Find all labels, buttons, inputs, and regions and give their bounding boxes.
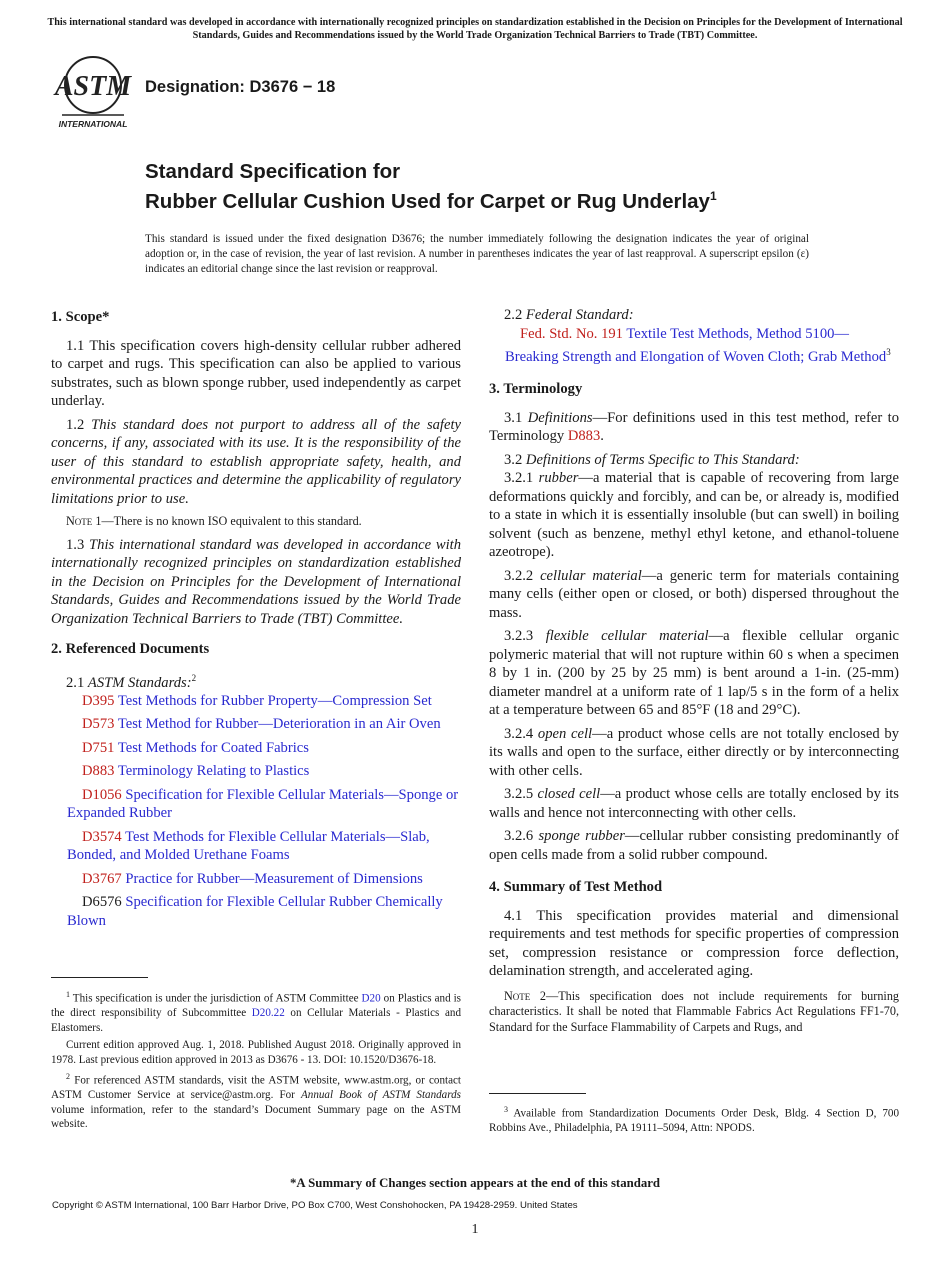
term-definition: 3.2.2 cellular material—a generic term for materials containing many cells (either open or closed, or both) dispersed throughout the mass.	[489, 567, 899, 621]
federal-standard-ref[interactable]: Fed. Std. No. 191 Textile Test Methods, Method 5100—Breaking Strength and Elongation of Woven Cloth; Grab Method$^3$	[505, 325, 891, 365]
reference-item[interactable]: D3767 Practice for Rubber—Measurement of Dimensions	[82, 870, 423, 887]
term-definition: 3.2.3 flexible cellular material—a flexible cellular organic polymeric material that will not rupture within 60 s when a specimen 8 by 1 in. (200 by 25 by 25 mm) is bent around a 1-in. (25-mm) diameter mandrel at a uniform rate of 1 lap/5 s in the form of a helix at a temperature between 65 and 85°F (18 and 29°C).	[489, 628, 900, 719]
para-1-1: 1.1 This specification covers high-density cellular rubber adhered to carpet and rugs. This specification can also be applied to various substrates, such as blown sponge rubber, used independently as carpet underlay.	[51, 337, 461, 409]
footnote-rule	[489, 1093, 586, 1094]
section-3-heading: 3. Terminology	[489, 381, 583, 398]
note-2: Note 2—This specification does not include requirements for burning characteristics. It shall be noted that Flammable Fabrics Act Regulations FF1-70, Standard for the Surface Flammability of Carpets and Rugs, and	[489, 988, 900, 1034]
reference-item[interactable]: D395 Test Methods for Rubber Property—Compression Set	[82, 692, 432, 709]
term-definition: 3.2.5 closed cell—a product whose cells are totally enclosed by its walls and hence not interconnecting with other cells.	[489, 786, 899, 821]
term-definition: 3.2.1 rubber—a material that is capable of recovering from large deformations quickly and forcibly, and can be, or already is, modified to a state in which it is essentially insoluble (but can swell) in boiling solvent (such as benzene, methyl ethyl ketone, and ethanol-toluene azeotrope).	[489, 470, 899, 561]
reference-item[interactable]: D1056 Specification for Flexible Cellular Materials—Sponge or Expanded Rubber	[67, 786, 459, 822]
reference-item[interactable]: D3574 Test Methods for Flexible Cellular Materials—Slab, Bonded, and Molded Urethane Foams	[67, 828, 430, 864]
svg-text:ASTM: ASTM	[54, 71, 132, 102]
para-1-3: 1.3 This international standard was developed in accordance with internationally recognized principles on standardization established in the Decision on Principles for the Development of International Standards, Guides and Recommendations issued by the World Trade Organization Technical Barriers to Trade (TBT) Committee.	[51, 536, 462, 627]
para-1-2: 1.2 This standard does not purport to address all of the safety concerns, if any, associated with its use. It is the responsibility of the user of this standard to establish appropriate safety, health, and environmental practices and determine the applicability of regulatory limitations prior to use.	[51, 416, 461, 507]
reference-item[interactable]: D573 Test Method for Rubber—Deterioration in an Air Oven	[82, 716, 441, 733]
left-footnotes	[51, 988, 461, 1135]
left-column	[51, 308, 461, 935]
title-line-1: Standard Specification for	[145, 160, 401, 183]
term-definition: 3.2.4 open cell—a product whose cells are not totally enclosed by its walls and open to the surface, either directly or by interconnecting with other cells.	[489, 725, 899, 779]
para-2-1: 2.1 ASTM Standards:$^2$	[66, 672, 197, 691]
astm-logo	[52, 55, 134, 133]
logo-wordmark: INTERNATIONAL	[58, 119, 128, 129]
reference-item[interactable]: D6576 Specification for Flexible Cellular Rubber Chemically Blown	[67, 894, 443, 929]
designation: Designation: D3676 − 18	[145, 78, 336, 96]
summary-of-changes-note: *A Summary of Changes section appears at the end of this standard	[289, 1176, 661, 1190]
reference-list	[51, 692, 461, 931]
section-1-heading: 1. Scope*	[51, 309, 110, 325]
para-3-2: 3.2 Definitions of Terms Specific to This Standard:	[504, 451, 800, 468]
right-column	[489, 306, 899, 1035]
section-2-heading: 2. Referenced Documents	[51, 641, 210, 657]
note-1: Note 1—There is no known ISO equivalent to this standard.	[66, 514, 362, 528]
document-title	[145, 160, 717, 214]
footnote-rule	[51, 977, 148, 978]
right-footnotes	[489, 1103, 899, 1139]
d883-link[interactable]: D883	[567, 428, 601, 445]
para-2-2: 2.2 Federal Standard:	[504, 307, 634, 323]
title-footnote-marker[interactable]: 1	[709, 189, 717, 203]
reference-item[interactable]: D883 Terminology Relating to Plastics	[82, 763, 310, 780]
footnote-2: $^2$ For referenced ASTM standards, visit the ASTM website, www.astm.org, or contact ASTM Customer Service at service@astm.org. For Annual Book of ASTM Standards volume information, refer to the standard’s Document Summary page on the ASTM website.	[51, 1072, 462, 1131]
preface: This standard is issued under the fixed designation D3676; the number immediately following the designation indicates the year of original adoption or, in the case of revision, the year of last revision. A number in parentheses indicates the year of last reapproval. A superscript epsilon (ε) indicates an editorial change since the last revision or reapproval.	[145, 233, 809, 275]
reference-item[interactable]: D751 Test Methods for Coated Fabrics	[82, 739, 309, 756]
committee-link[interactable]: D20	[361, 992, 381, 1005]
para-3-1: 3.1 Definitions—For definitions used in this test method, refer to Terminology D883.	[489, 409, 899, 445]
footnote-1-edition: Current edition approved Aug. 1, 2018. Published August 2018. Originally approved in 1978. Last previous edition approved in 2013 as D3676 - 13. DOI: 10.1520/D3676-18.	[51, 1039, 461, 1066]
footnote-1: $^1$ This specification is under the jurisdiction of ASTM Committee D20 on Plastics and is the direct responsibility of Subcommittee D20.22 on Cellular Materials - Plastics and Elastomers.	[51, 990, 461, 1034]
footnote-3: $^3$ Available from Standardization Documents Order Desk, Bldg. 4 Section D, 700 Robbins Ave., Philadelphia, PA 19111–5094, Attn: NPODS.	[489, 1105, 899, 1135]
term-definition: 3.2.6 sponge rubber—cellular rubber consisting predominantly of open cells made from a solid rubber compound.	[489, 828, 899, 863]
subcommittee-link[interactable]: D20.22	[251, 1007, 285, 1020]
title-line-2: Rubber Cellular Cushion Used for Carpet or Rug Underlay	[145, 189, 710, 213]
section-4-heading: 4. Summary of Test Method	[489, 879, 663, 896]
page-number: 1	[471, 1222, 479, 1237]
copyright: Copyright © ASTM International, 100 Barr Harbor Drive, PO Box C700, West Conshohocken, PA 19428-2959. United States	[52, 1200, 578, 1211]
para-4-1: 4.1 This specification provides material and dimensional requirements and test methods for specific properties of compression set, compression resistance or compression force deflection, delamination strength, and accelerated aging.	[489, 907, 899, 980]
top-compliance-note: This international standard was developed in accordance with internationally recognized principles on standardization established in the Decision on Principles for the Development of International Standards, Guides and Recommendations issued by the World Trade Organization Technical Barriers to Trade (TBT) Committee.	[47, 17, 903, 41]
